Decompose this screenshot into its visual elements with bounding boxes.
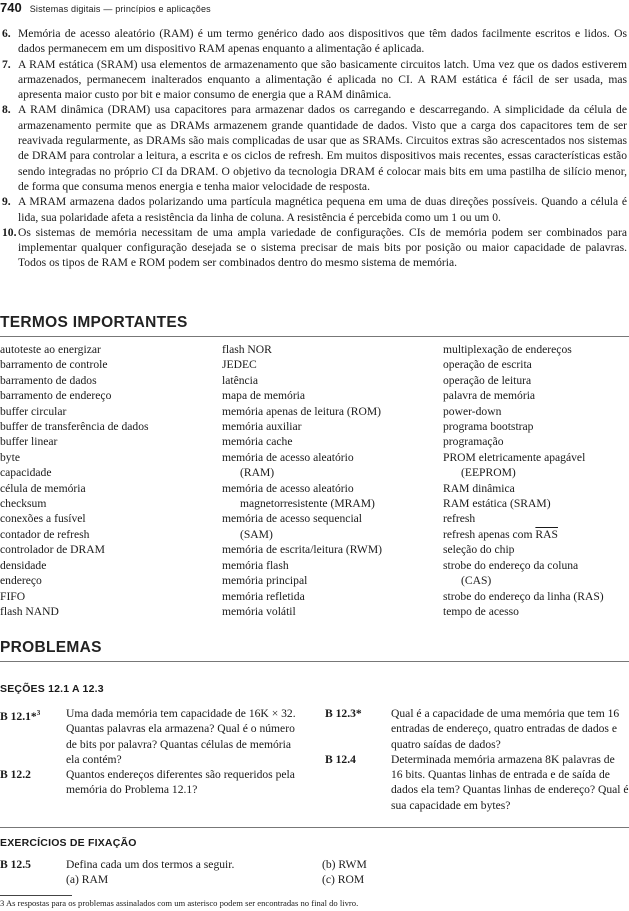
term-item [222, 527, 443, 542]
problem-number-text: B 12.2 [0, 768, 31, 782]
term-item [443, 558, 629, 573]
term-item [443, 589, 629, 604]
terms-column-2 [222, 342, 443, 619]
term-item [0, 481, 222, 496]
exercise-option-a: (a) RAM [66, 873, 109, 887]
term-text: memória principal [222, 574, 308, 588]
term-text: flash NOR [222, 343, 272, 356]
term-item [222, 373, 443, 388]
term-text: strobe do endereço da coluna [443, 558, 579, 572]
summary-list [0, 26, 629, 271]
term-text: memória refletida [222, 589, 305, 603]
term-text: densidade [0, 558, 47, 572]
term-item [0, 604, 222, 619]
problem-number [0, 767, 66, 798]
problem-number [0, 706, 66, 767]
problem-number [325, 752, 391, 813]
exercise-option-c: (c) ROM [322, 873, 365, 887]
term-item [443, 388, 629, 403]
term-text: memória volátil [222, 604, 296, 618]
term-text: controlador de DRAM [0, 543, 105, 557]
term-item [0, 573, 222, 588]
footnote-marker: 3 [36, 709, 41, 717]
term-item [222, 573, 443, 588]
exercise-number: B 12.5 [0, 858, 31, 871]
summary-item-number: 6. [2, 27, 11, 40]
term-text: checksum [0, 497, 47, 511]
term-item [222, 511, 443, 526]
problem-item [0, 706, 304, 767]
term-text: operação de leitura [443, 373, 532, 387]
term-item [0, 342, 222, 357]
term-item [443, 481, 629, 496]
term-text: capacidade [0, 466, 52, 480]
term-text: memória cache [222, 435, 293, 449]
summary-item-text: A RAM dinâmica (DRAM) usa capacitores para armazenar dados os carregando e descarregando. A simplicidade da célula de armazenamento permite que as DRAMs armazenem grande quantidade de dados. Visto que a carga dos capacitores tem de ser reavivada regularmente, as DRAMs são mais complicadas de usar que as SRAMs. Circuitos extras são acrescentados nos sistemas de DRAM para controlar a leitura, a escrita e os ciclos de refresh. Em muitos dispositivos mais recentes, essas características estão sendo integradas no próprio CI da DRAM. O objetivo da tecnologia DRAM é colocar mais bits em uma pastilha de silício menor, de forma que consuma menos energia e tenha maior velocidade de resposta. [18, 103, 627, 193]
exercises-rule [0, 827, 629, 828]
term-text: barramento de controle [0, 358, 108, 372]
exercises-heading: EXERCÍCIOS DE FIXAÇÃO [0, 837, 137, 849]
term-item [443, 419, 629, 434]
term-item [0, 388, 222, 403]
term-item [443, 434, 629, 449]
term-text: conexões a fusível [0, 512, 86, 526]
term-item [222, 604, 443, 619]
term-text: (SAM) [240, 527, 273, 541]
term-item [0, 373, 222, 388]
term-text: memória flash [222, 558, 289, 572]
term-item [222, 357, 443, 372]
term-text: programação [443, 435, 504, 449]
problem-number-text: B 12.1* [0, 709, 37, 723]
problem-text: Qual é a capacidade de uma memória que tem 16 entradas de endereço, quatro entradas de dados e quatro saídas de dados? [391, 707, 620, 751]
term-item [443, 511, 629, 526]
term-text: power-down [443, 404, 502, 418]
term-item [443, 604, 629, 619]
term-text: strobe do endereço da linha (RAS) [443, 589, 604, 603]
terms-rule [0, 336, 629, 337]
term-text: seleção do chip [443, 543, 515, 557]
summary-item-text: Memória de acesso aleatório (RAM) é um termo genérico dado aos dispositivos que têm dados facilmente escritos e lidos. Os dados permanecem em um dispositivo RAM apenas enquanto a alimentação é aplicada. [18, 27, 627, 56]
term-text: operação de escrita [443, 358, 532, 372]
problem-text: Quantos endereços diferentes são requeridos pela memória do Problema 12.1? [66, 768, 295, 797]
term-item [222, 496, 443, 511]
term-text: JEDEC [222, 358, 257, 372]
term-text: (EEPROM) [461, 466, 516, 480]
summary-item-number: 10. [2, 225, 17, 239]
term-text: buffer de transferência de dados [0, 420, 149, 434]
term-text: PROM eletricamente apagável [443, 450, 586, 464]
summary-item-text: A MRAM armazena dados polarizando uma partícula magnética pequena em uma de duas direções possíveis. Quando a célula é lida, sua polaridade afeta a resistência da linha de coluna. A resistência é percebida como um 1 ou um 0. [18, 195, 627, 224]
summary-item-text: A RAM estática (SRAM) usa elementos de armazenamento que são basicamente circuitos latch. Uma vez que os dados estiverem armazenados, permanecem inalterados enquanto a alimentação é aplicada no CI. A RAM estática é fácil de ser usada, mas apresenta maior custo por bit e maior consumo de energia que a RAM dinâmica. [18, 57, 627, 102]
term-text: barramento de dados [0, 373, 97, 387]
term-text: memória de acesso aleatório [222, 450, 354, 464]
term-item [443, 404, 629, 419]
terms-list [0, 342, 629, 619]
problems-list [0, 706, 629, 813]
problem-item [325, 752, 629, 813]
term-text: buffer linear [0, 435, 58, 449]
term-text: latência [222, 373, 259, 387]
term-item [443, 342, 629, 357]
term-text: autoteste ao energizar [0, 343, 101, 356]
term-text: endereço [0, 574, 42, 588]
problem-number [325, 706, 391, 752]
term-item [443, 527, 629, 542]
term-text: célula de memória [0, 481, 86, 495]
term-text: RAM estática (SRAM) [443, 497, 551, 511]
term-item [0, 465, 222, 480]
footnote-rule [0, 895, 72, 896]
term-item [222, 388, 443, 403]
term-text: refresh apenas com [443, 527, 536, 541]
problems-heading: PROBLEMAS [0, 639, 102, 656]
term-text: barramento de endereço [0, 389, 112, 403]
term-item [443, 542, 629, 557]
term-text: programa bootstrap [443, 420, 534, 434]
term-item [222, 419, 443, 434]
summary-item [0, 57, 629, 103]
term-text: memória apenas de leitura (ROM) [222, 404, 382, 418]
term-item [0, 511, 222, 526]
term-text: multiplexação de endereços [443, 343, 572, 356]
term-text: (RAM) [240, 466, 275, 480]
running-head [0, 0, 211, 16]
term-item [443, 450, 629, 465]
summary-item [0, 225, 629, 271]
problem-text: Uma dada memória tem capacidade de 16K × 32. Quantas palavras ela armazena? Qual é o número de bits por palavra? Quantas células de memória ela contém? [66, 707, 296, 766]
term-item [222, 589, 443, 604]
term-text: mapa de memória [222, 389, 306, 403]
term-text: tempo de acesso [443, 604, 519, 618]
book-title: Sistemas digitais — princípios e aplicações [29, 4, 211, 14]
terms-column-1 [0, 342, 222, 619]
problems-rule [0, 661, 629, 662]
term-text: palavra de memória [443, 389, 536, 403]
term-item [0, 527, 222, 542]
problem-item [0, 767, 304, 798]
term-item [443, 465, 629, 480]
term-item [0, 404, 222, 419]
term-item [0, 542, 222, 557]
exercise-prompt: Defina cada um dos termos a seguir. [66, 858, 235, 871]
exercise-option-b: (b) RWM [322, 858, 367, 871]
term-item [0, 589, 222, 604]
term-text: RAM dinâmica [443, 481, 515, 495]
term-item [443, 573, 629, 588]
summary-item [0, 26, 629, 57]
term-text: memória de escrita/leitura (RWM) [222, 543, 382, 557]
term-item [222, 542, 443, 557]
term-item [222, 558, 443, 573]
term-text: buffer circular [0, 404, 67, 418]
problems-left-column [0, 706, 304, 813]
term-text: contador de refresh [0, 527, 90, 541]
term-text: memória de acesso aleatório [222, 481, 354, 495]
exercise-12-5 [0, 857, 629, 888]
term-item [0, 434, 222, 449]
term-item [222, 481, 443, 496]
problem-number-text: B 12.4 [325, 752, 356, 766]
term-item [443, 373, 629, 388]
term-item [0, 450, 222, 465]
term-text: memória auxiliar [222, 420, 302, 434]
term-item [0, 496, 222, 511]
problems-subsection: SEÇÕES 12.1 A 12.3 [0, 683, 104, 695]
problem-text: Determinada memória armazena 8K palavras de 16 bits. Quantas linhas de entrada e de saída de dados ela tem? Quantas linhas de endereço? Qual é sua capacidade em bytes? [391, 752, 629, 812]
summary-item-number: 7. [2, 57, 11, 71]
term-item [222, 342, 443, 357]
term-text: refresh [443, 512, 476, 526]
problem-number-text: B 12.3* [325, 707, 362, 720]
term-text: (CAS) [461, 574, 492, 588]
terms-heading: TERMOS IMPORTANTES [0, 314, 188, 331]
term-item [222, 434, 443, 449]
summary-item-number: 9. [2, 195, 11, 209]
term-item [443, 357, 629, 372]
term-item [222, 450, 443, 465]
problem-item [325, 706, 629, 752]
term-text: flash NAND [0, 604, 59, 618]
term-item [222, 465, 443, 480]
term-text: byte [0, 450, 20, 464]
term-text: magnetorresistente (MRAM) [240, 497, 375, 511]
term-overline-text: $\overline{RAS}$ [535, 527, 558, 541]
terms-column-3 [443, 342, 629, 619]
term-item [0, 357, 222, 372]
term-item [0, 419, 222, 434]
problems-right-column [325, 706, 629, 813]
summary-item-text: Os sistemas de memória necessitam de uma ampla variedade de configurações. CIs de memória podem ser combinados para implementar qualquer configuração desejada se o sistema precisar de mais bits por posição ou maior capacidade de palavras. Todos os tipos de RAM e ROM podem ser combinados dentro do mesmo sistema de memória. [18, 225, 627, 270]
footnote: 3 As respostas para os problemas assinalados com um asterisco podem ser encontradas no final do livro. [0, 898, 359, 908]
summary-item [0, 194, 629, 225]
summary-item-number: 8. [2, 103, 11, 117]
term-item [222, 404, 443, 419]
page-number: 740 [0, 0, 22, 15]
term-text: memória de acesso sequencial [222, 512, 363, 526]
term-item [0, 558, 222, 573]
summary-item [0, 102, 629, 194]
term-item [443, 496, 629, 511]
term-text: FIFO [0, 589, 26, 603]
